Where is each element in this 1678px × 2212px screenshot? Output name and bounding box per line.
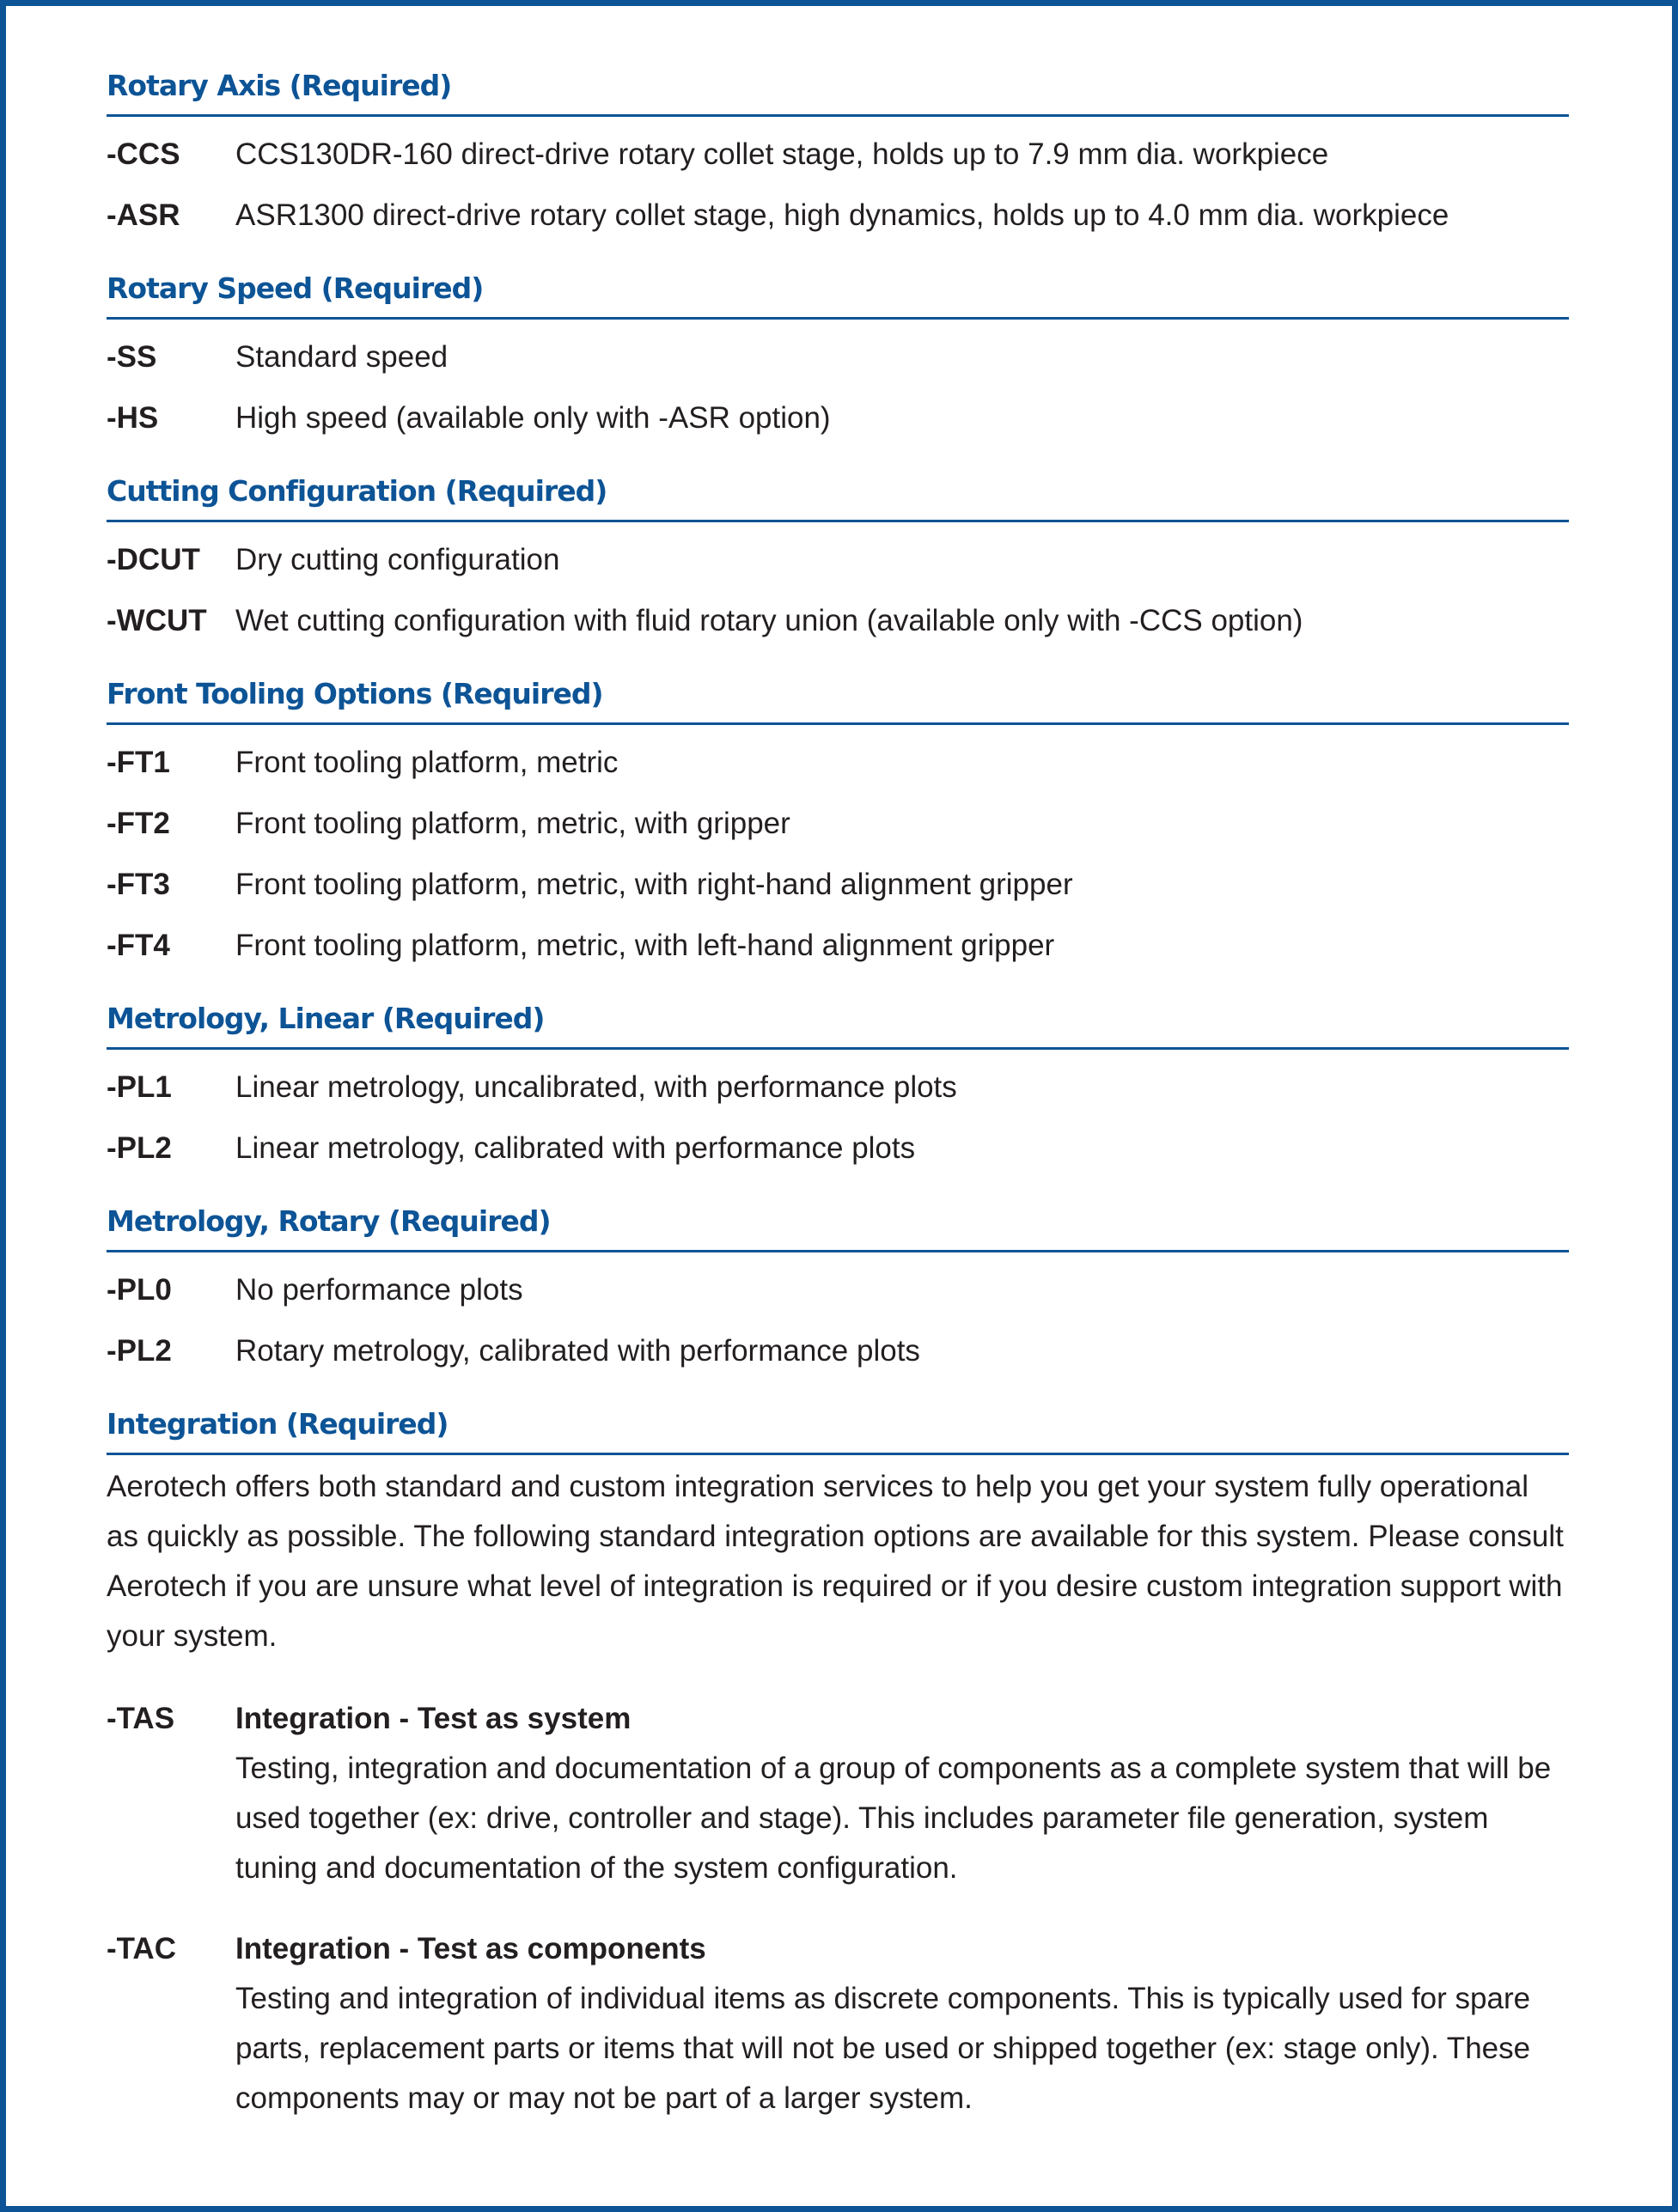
option-code: -HS <box>107 401 159 435</box>
option-code: -PL2 <box>107 1334 172 1368</box>
integration-option-description: Testing, integration and documentation of a group of components as a complete system that will be used together (ex: drive, controller and stage). This includes parameter file generation, system tuning and documentation of the system configuration. <box>235 1752 1552 1885</box>
integration-option-title: Integration - Test as system <box>235 1702 632 1735</box>
option-code: -FT3 <box>107 868 170 901</box>
option-row <box>107 1118 1569 1179</box>
option-code: -PL1 <box>107 1070 172 1104</box>
section-heading: Rotary Axis (Required) <box>107 52 1569 117</box>
option-description: Rotary metrology, calibrated with performance plots <box>235 1334 920 1368</box>
option-description: ASR1300 direct-drive rotary collet stage, high dynamics, holds up to 4.0 mm dia. workpiece <box>235 198 1449 232</box>
integration-option-body <box>235 1694 1576 1893</box>
option-description: Wet cutting configuration with fluid rotary union (available only with -CCS option) <box>235 604 1303 637</box>
option-description: Front tooling platform, metric, with gripper <box>235 807 790 840</box>
option-code: -DCUT <box>107 543 200 576</box>
option-row <box>107 732 1569 793</box>
section-heading: Rotary Speed (Required) <box>107 254 1569 320</box>
option-description: Linear metrology, uncalibrated, with performance plots <box>235 1070 957 1104</box>
option-code: -ASR <box>107 198 180 232</box>
option-row <box>107 590 1569 651</box>
option-row <box>107 124 1569 185</box>
option-description: Front tooling platform, metric, with left-hand alignment gripper <box>235 929 1055 962</box>
option-row <box>107 793 1569 854</box>
option-row <box>107 1259 1569 1320</box>
option-row <box>107 854 1569 915</box>
option-code: -CCS <box>107 137 180 171</box>
option-code: -TAS <box>107 1702 175 1735</box>
section-rotary-axis <box>107 52 1569 246</box>
section-heading: Metrology, Linear (Required) <box>107 984 1569 1050</box>
section-cutting-configuration <box>107 457 1569 651</box>
option-row <box>107 1320 1569 1381</box>
option-description: CCS130DR-160 direct-drive rotary collet stage, holds up to 7.9 mm dia. workpiece <box>235 137 1329 171</box>
integration-option-body <box>235 1924 1576 2124</box>
option-description: High speed (available only with -ASR option) <box>235 401 831 435</box>
option-code: -TAC <box>107 1932 176 1965</box>
option-code: -SS <box>107 340 157 374</box>
integration-option-title: Integration - Test as components <box>235 1932 706 1965</box>
option-code: -FT4 <box>107 929 170 962</box>
integration-option-tac <box>107 1924 1569 2124</box>
option-row <box>107 529 1569 590</box>
option-row <box>107 1057 1569 1118</box>
integration-option-tas <box>107 1694 1569 1893</box>
integration-intro: Aerotech offers both standard and custom integration services to help you get your system fully operational as quickly as possible. The following standard integration options are available for this system. Please consult Aerotech if you are unsure what level of integration is required or if you desire custom integration support with your system. <box>107 1470 1564 1653</box>
option-description: Front tooling platform, metric, with right-hand alignment gripper <box>235 868 1073 901</box>
section-heading: Integration (Required) <box>107 1390 1569 1455</box>
option-code: -FT2 <box>107 807 170 840</box>
section-integration <box>107 1390 1569 2124</box>
option-row <box>107 185 1569 246</box>
option-code: -WCUT <box>107 604 207 637</box>
option-code: -FT1 <box>107 746 170 779</box>
option-row <box>107 915 1569 976</box>
section-front-tooling <box>107 660 1569 976</box>
integration-option-description: Testing and integration of individual items as discrete components. This is typically used for spare parts, replacement parts or items that will not be used or shipped together (ex: stage only). These components may or may not be part of a larger system. <box>235 1982 1531 2115</box>
section-heading: Front Tooling Options (Required) <box>107 660 1569 725</box>
section-heading: Cutting Configuration (Required) <box>107 457 1569 522</box>
option-row <box>107 326 1569 387</box>
section-heading: Metrology, Rotary (Required) <box>107 1187 1569 1252</box>
section-rotary-speed <box>107 254 1569 448</box>
option-description: No performance plots <box>235 1273 523 1307</box>
option-description: Linear metrology, calibrated with performance plots <box>235 1131 916 1165</box>
option-description: Dry cutting configuration <box>235 543 560 576</box>
option-description: Front tooling platform, metric <box>235 746 619 779</box>
ordering-options-document <box>107 52 1569 2132</box>
option-description: Standard speed <box>235 340 448 374</box>
option-code: -PL0 <box>107 1273 172 1307</box>
option-code: -PL2 <box>107 1131 172 1165</box>
section-metrology-linear <box>107 984 1569 1179</box>
option-row <box>107 387 1569 448</box>
section-metrology-rotary <box>107 1187 1569 1381</box>
